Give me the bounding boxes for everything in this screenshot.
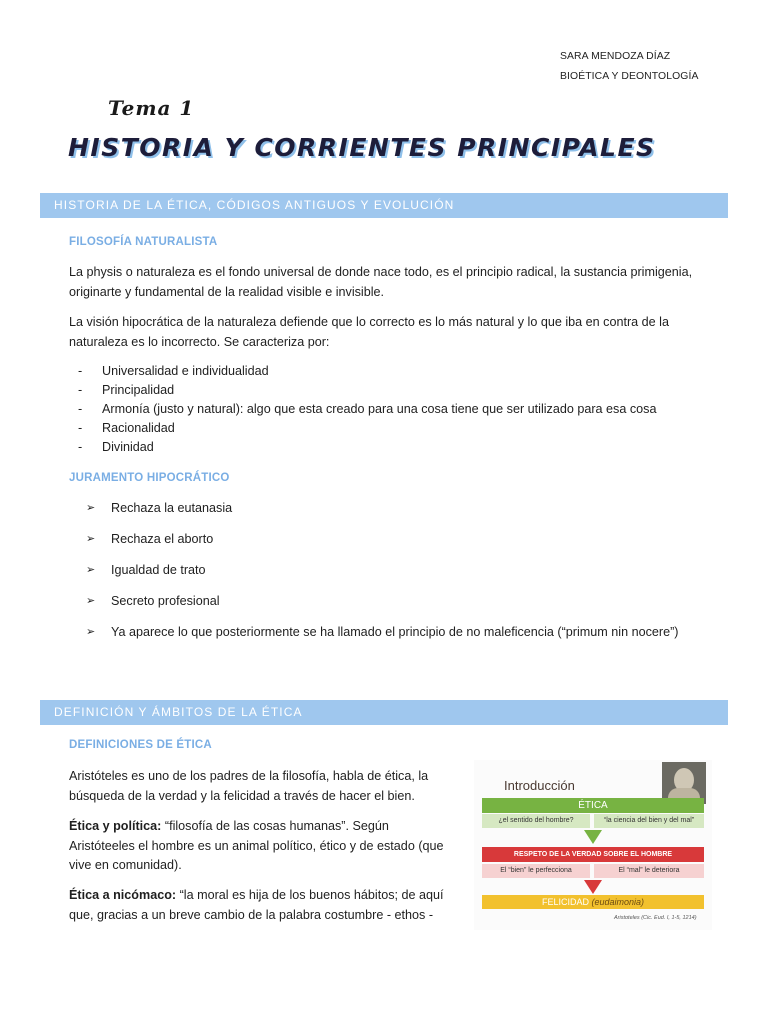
oath-item-text: Igualdad de trato <box>111 563 206 577</box>
felicidad-bar <box>482 895 704 909</box>
felicidad-label: FELICIDAD <box>541 897 589 907</box>
arrow-bullet-icon: ➢ <box>86 533 96 545</box>
header-subject: BIOÉTICA Y DEONTOLOGÍA <box>560 71 699 82</box>
section-band-historia: HISTORIA DE LA ÉTICA, CÓDIGOS ANTIGUOS Y EVOLUCIÓN <box>40 193 728 218</box>
diagram-citation: Aristoteles (Cic. Eud. I, 1-5, 1214) <box>614 915 697 921</box>
list-item-text: Armonía (justo y natural): algo que esta creado para una cosa tiene que ser utilizado para esa cosa <box>102 402 657 416</box>
list-item-text: Principalidad <box>102 383 175 397</box>
oath-item-text: Rechaza la eutanasia <box>111 501 233 515</box>
respeto-bar: RESPETO DE LA VERDAD SOBRE EL HOMBRE <box>482 847 704 862</box>
down-arrow-icon <box>584 830 602 844</box>
list-item-text: Racionalidad <box>102 421 175 435</box>
paragraph-vision: La visión hipocrática de la naturaleza defiende que lo correcto es lo más natural y lo que iba en contra de la naturaleza es lo incorrecto. Se caracteriza por: <box>69 315 669 349</box>
section-band-definicion: DEFINICIÓN Y ÁMBITOS DE LA ÉTICA <box>40 700 728 725</box>
paragraph-etica-politica <box>69 817 449 876</box>
oath-item <box>86 592 706 612</box>
list-item: - Racionalidad <box>78 421 175 435</box>
oath-item-text: Ya aparece lo que posteriormente se ha llamado el principio de no maleficencia (“primum nin nocere”) <box>111 625 679 639</box>
definition-text: “la moral es hija de los buenos hábitos; de aquí que, gracias a un breve cambio de la palabra costumbre - ethos - <box>69 888 444 922</box>
list-item: - Universalidad e individualidad <box>78 364 269 378</box>
etica-bar: ÉTICA <box>482 798 704 813</box>
oath-item <box>86 499 706 519</box>
bien-cell: El “bien” le perfecciona <box>482 864 590 878</box>
list-item-text: Divinidad <box>102 440 154 454</box>
definition-text: “filosofía de las cosas humanas”. Según Aristóteeles el hombre es un animal político, ético y de estado (que vive en comunidad). <box>69 819 444 872</box>
subheading-definiciones: DEFINICIONES DE ÉTICA <box>69 739 212 751</box>
tema-label: Tema 1 <box>108 96 195 120</box>
mal-cell: El “mal” le deteriora <box>594 864 704 878</box>
paragraph-nicomaco <box>69 886 449 925</box>
subheading-filosofia: FILOSOFÍA NATURALISTA <box>69 236 218 248</box>
oath-item <box>86 623 706 643</box>
arrow-bullet-icon: ➢ <box>86 564 96 576</box>
arrow-bullet-icon: ➢ <box>86 502 96 514</box>
diagram-title: Introducción <box>504 778 575 793</box>
header-author: SARA MENDOZA DÍAZ <box>560 51 671 62</box>
oath-item-text: Rechaza el aborto <box>111 532 214 546</box>
oath-item <box>86 530 706 550</box>
subheading-juramento: JURAMENTO HIPOCRÁTICO <box>69 472 230 484</box>
arrow-bullet-icon: ➢ <box>86 626 96 638</box>
term-etica-nicomaco: Ética a nicómaco: <box>69 888 177 902</box>
eudaimonia-label: (eudaimonia) <box>591 897 645 907</box>
question-right: “la ciencia del bien y del mal” <box>594 814 704 828</box>
page-title: HISTORIA Y CORRIENTES PRINCIPALES <box>68 133 656 162</box>
list-item: - Principalidad <box>78 383 175 397</box>
oath-item-text: Secreto profesional <box>111 594 220 608</box>
list-item: - Divinidad <box>78 440 154 454</box>
down-arrow-icon <box>584 880 602 894</box>
oath-item <box>86 561 706 581</box>
ethics-diagram <box>474 760 712 930</box>
list-item-text: Universalidad e individualidad <box>102 364 269 378</box>
term-etica-politica: Ética y política: <box>69 819 162 833</box>
paragraph-physis: La physis o naturaleza es el fondo universal de donde nace todo, es el principio radical, la sustancia primigenia, originarte y fundamental de la realidad visible e invisible. <box>69 265 693 299</box>
paragraph-aristoteles: Aristóteles es uno de los padres de la filosofía, habla de ética, la búsqueda de la verdad y la felicidad a través de hacer el bien. <box>69 769 429 803</box>
question-left: ¿el sentido del hombre? <box>482 814 590 828</box>
arrow-bullet-icon: ➢ <box>86 595 96 607</box>
list-item: - Armonía (justo y natural): algo que esta creado para una cosa tiene que ser utilizado para esa cosa <box>78 402 657 416</box>
